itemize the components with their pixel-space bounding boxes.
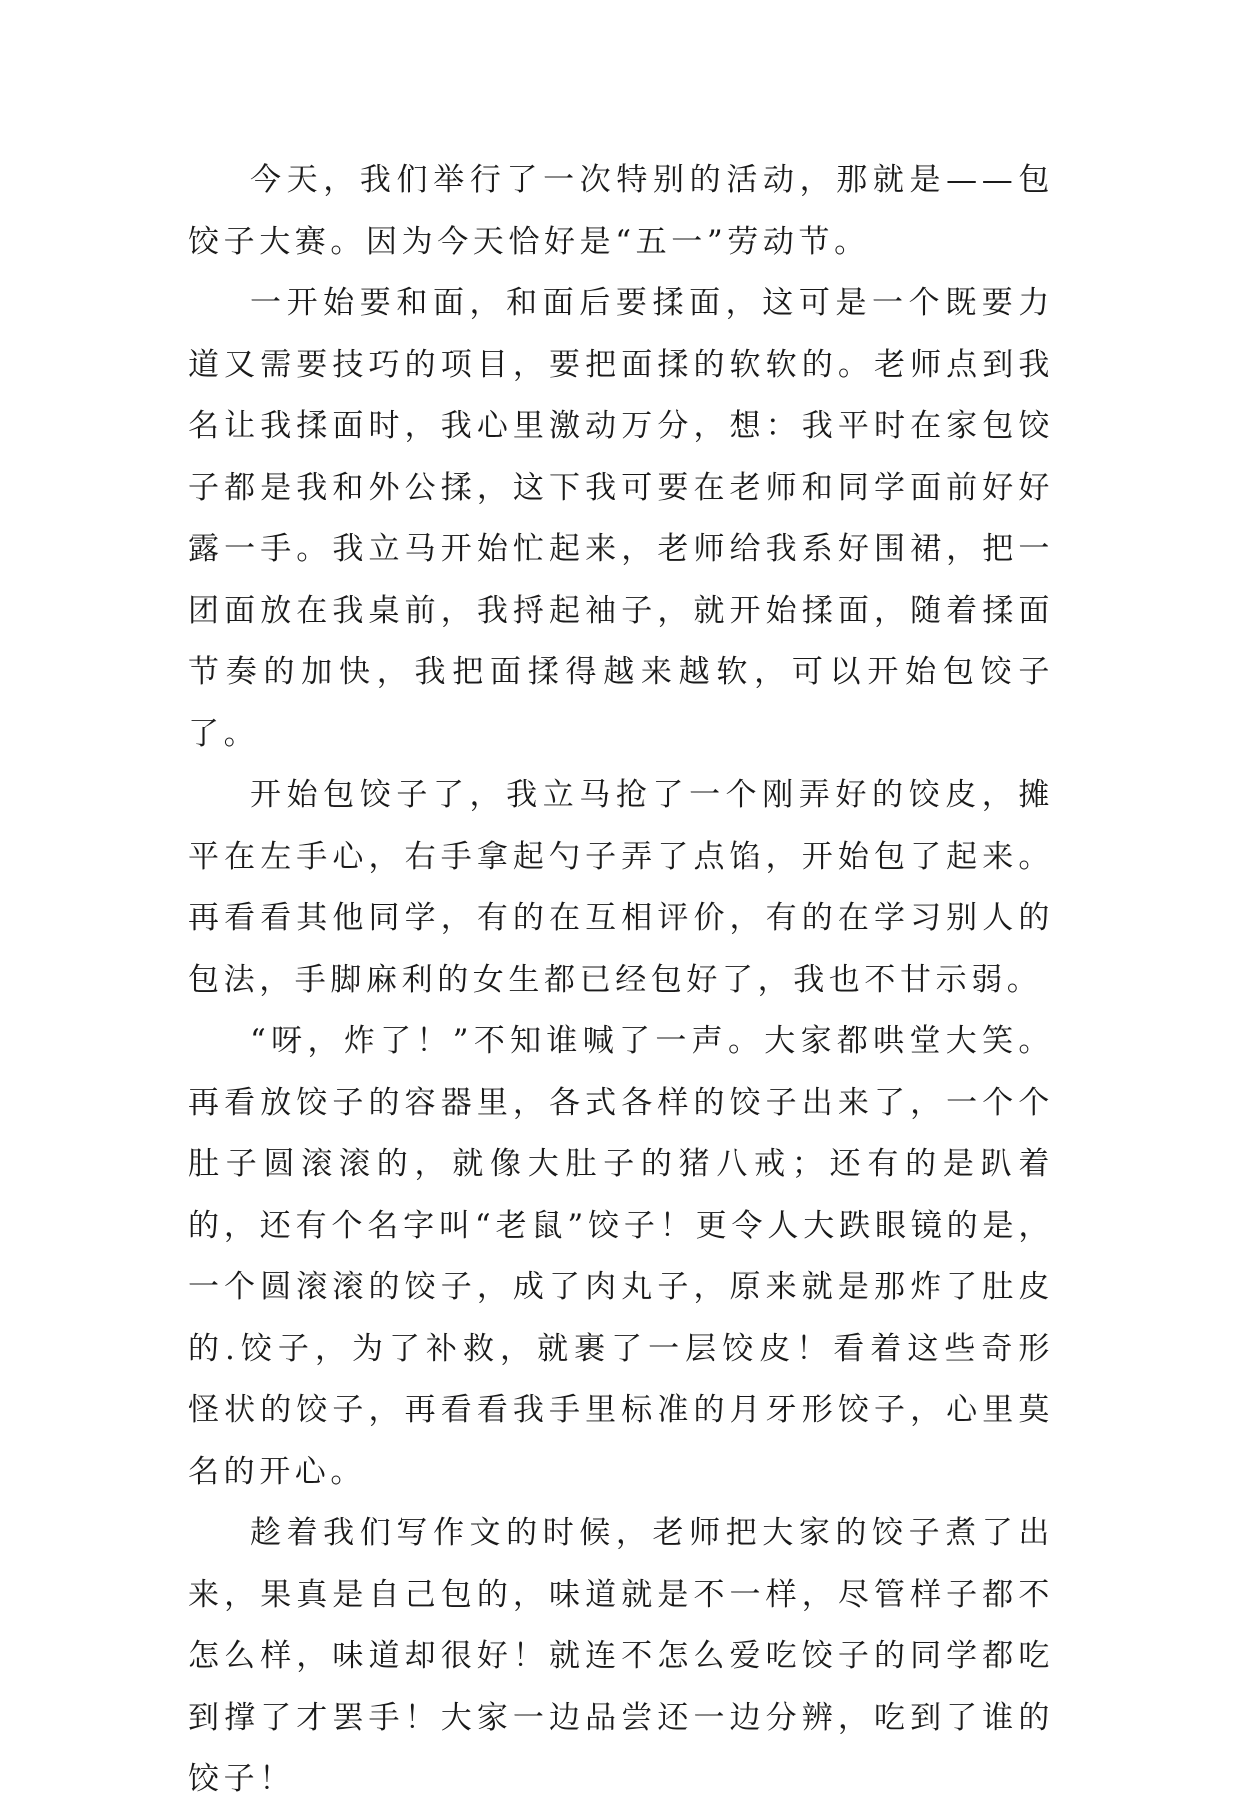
essay-body — [188, 150, 1054, 1811]
paragraph-2: 一开始要和面，和面后要揉面，这可是一个既要力道又需要技巧的项目，要把面揉的软软的。老师点到我名让我揉面时，我心里激动万分，想：我平时在家包饺子都是我和外公揉，这下我可要在老师和同学面前好好露一手。我立马开始忙起来，老师给我系好围裙，把一团面放在我桌前，我捋起袖子，就开始揉面，随着揉面节奏的加快，我把面揉得越来越软，可以开始包饺子了。 — [188, 285, 1054, 752]
paragraph-5: 趁着我们写作文的时候，老师把大家的饺子煮了出来，果真是自己包的，味道就是不一样，尽管样子都不怎么样，味道却很好！就连不怎么爱吃饺子的同学都吃到撑了才罢手！大家一边品尝还一边分辨，吃到了谁的饺子！ — [188, 1515, 1054, 1797]
paragraph-3: 开始包饺子了，我立马抢了一个刚弄好的饺皮，摊平在左手心，右手拿起勺子弄了点馅，开始包了起来。再看看其他同学，有的在互相评价，有的在学习别人的包法，手脚麻利的女生都已经包好了，我也不甘示弱。 — [188, 777, 1054, 998]
paragraph-4: “呀，炸了！”不知谁喊了一声。大家都哄堂大笑。再看放饺子的容器里，各式各样的饺子出来了，一个个肚子圆滚滚的，就像大肚子的猪八戒；还有的是趴着的，还有个名字叫“老鼠”饺子！更令人大跌眼镜的是，一个圆滚滚的饺子，成了肉丸子，原来就是那炸了肚皮的.饺子，为了补救，就裹了一层饺皮！看着这些奇形怪状的饺子，再看看我手里标准的月牙形饺子，心里莫名的开心。 — [188, 1023, 1054, 1490]
paragraph-1: 今天，我们举行了一次特别的活动，那就是——包饺子大赛。因为今天恰好是“五一”劳动节。 — [188, 162, 1054, 260]
